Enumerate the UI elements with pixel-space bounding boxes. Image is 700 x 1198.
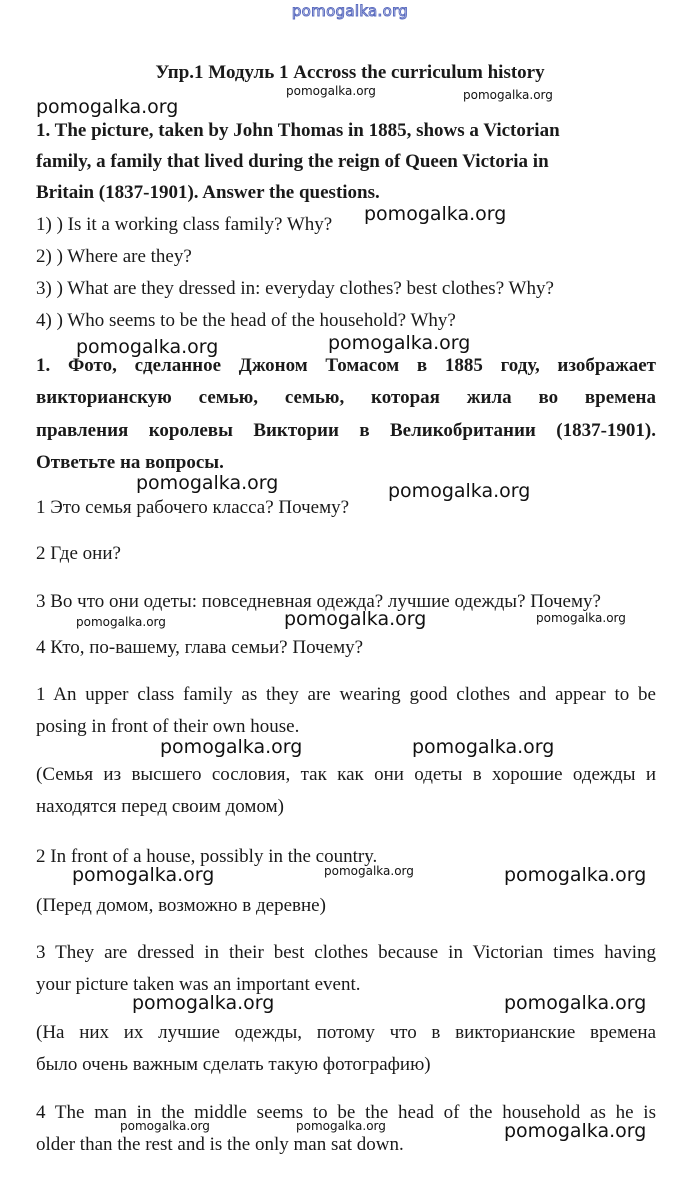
watermark: pomogalka.org: [388, 480, 531, 502]
task-ru-line-2: викторианскую семью, семью, которая жила во времена: [36, 387, 656, 408]
watermark: pomogalka.org: [504, 992, 647, 1014]
watermark: pomogalka.org: [324, 864, 414, 878]
answer-1-ru-line-1: (Семья из высшего сословия, так как они одеты в хорошие одежды и: [36, 764, 656, 785]
answer-3-en-line-1: 3 They are dressed in their best clothes because in Victorian times having: [36, 942, 656, 963]
watermark: pomogalka.org: [284, 608, 427, 630]
task-ru-line-4: Ответьте на вопросы.: [36, 452, 224, 473]
top-watermark: pomogalka.org: [291, 2, 409, 20]
watermark: pomogalka.org: [463, 88, 553, 102]
watermark: pomogalka.org: [132, 992, 275, 1014]
answer-3-en-line-2: your picture taken was an important event.: [36, 974, 361, 995]
question-en-3: 3) ) What are they dressed in: everyday clothes? best clothes? Why?: [36, 278, 554, 299]
answer-2-en: 2 In front of a house, possibly in the country.: [36, 846, 378, 867]
question-ru-1: 1 Это семья рабочего класса? Почему?: [36, 497, 350, 518]
task-ru-line-1: 1. Фото, сделанное Джоном Томасом в 1885 году, изображает: [36, 355, 656, 376]
answer-2-ru: (Перед домом, возможно в деревне): [36, 895, 326, 916]
watermark: pomogalka.org: [504, 1120, 647, 1142]
watermark: pomogalka.org: [160, 736, 303, 758]
watermark: pomogalka.org: [120, 1119, 210, 1133]
watermark: pomogalka.org: [504, 864, 647, 886]
watermark: pomogalka.org: [136, 472, 279, 494]
watermark: pomogalka.org: [76, 336, 219, 358]
question-en-1: 1) ) Is it a working class family? Why?: [36, 214, 333, 235]
answer-1-en-line-2: posing in front of their own house.: [36, 716, 300, 737]
answer-4-en-line-2: older than the rest and is the only man sat down.: [36, 1134, 404, 1155]
question-ru-2: 2 Где они?: [36, 543, 121, 564]
answer-4-en-line-1: 4 The man in the middle seems to be the head of the household as he is: [36, 1102, 656, 1123]
answer-1-en-line-1: 1 An upper class family as they are wearing good clothes and appear to be: [36, 684, 656, 705]
watermark: pomogalka.org: [364, 203, 507, 225]
watermark: pomogalka.org: [286, 84, 376, 98]
answer-3-ru-line-1: (На них их лучшие одежды, потому что в викторианские времена: [36, 1022, 656, 1043]
watermark: pomogalka.org: [36, 96, 179, 118]
watermark: pomogalka.org: [296, 1119, 386, 1133]
answer-3-ru-line-2: было очень важным сделать такую фотографию): [36, 1054, 431, 1075]
question-en-4: 4) ) Who seems to be the head of the household? Why?: [36, 310, 456, 331]
question-ru-3: 3 Во что они одеты: повседневная одежда? лучшие одежды? Почему?: [36, 591, 601, 612]
watermark: pomogalka.org: [412, 736, 555, 758]
task-en-line-2: family, a family that lived during the reign of Queen Victoria in: [36, 151, 549, 172]
answer-1-ru-line-2: находятся перед своим домом): [36, 796, 284, 817]
watermark: pomogalka.org: [328, 332, 471, 354]
question-ru-4: 4 Кто, по-вашему, глава семьи? Почему?: [36, 637, 364, 658]
question-en-2: 2) ) Where are they?: [36, 246, 192, 267]
page-title: Упр.1 Модуль 1 Accross the curriculum history: [155, 62, 545, 83]
watermark: pomogalka.org: [72, 864, 215, 886]
watermark: pomogalka.org: [76, 615, 166, 629]
task-en-line-1: 1. The picture, taken by John Thomas in 1885, shows a Victorian: [36, 120, 560, 141]
watermark: pomogalka.org: [536, 611, 626, 625]
task-en-line-3: Britain (1837-1901). Answer the questions.: [36, 182, 380, 203]
task-ru-line-3: правления королевы Виктории в Великобритании (1837-1901).: [36, 420, 656, 441]
